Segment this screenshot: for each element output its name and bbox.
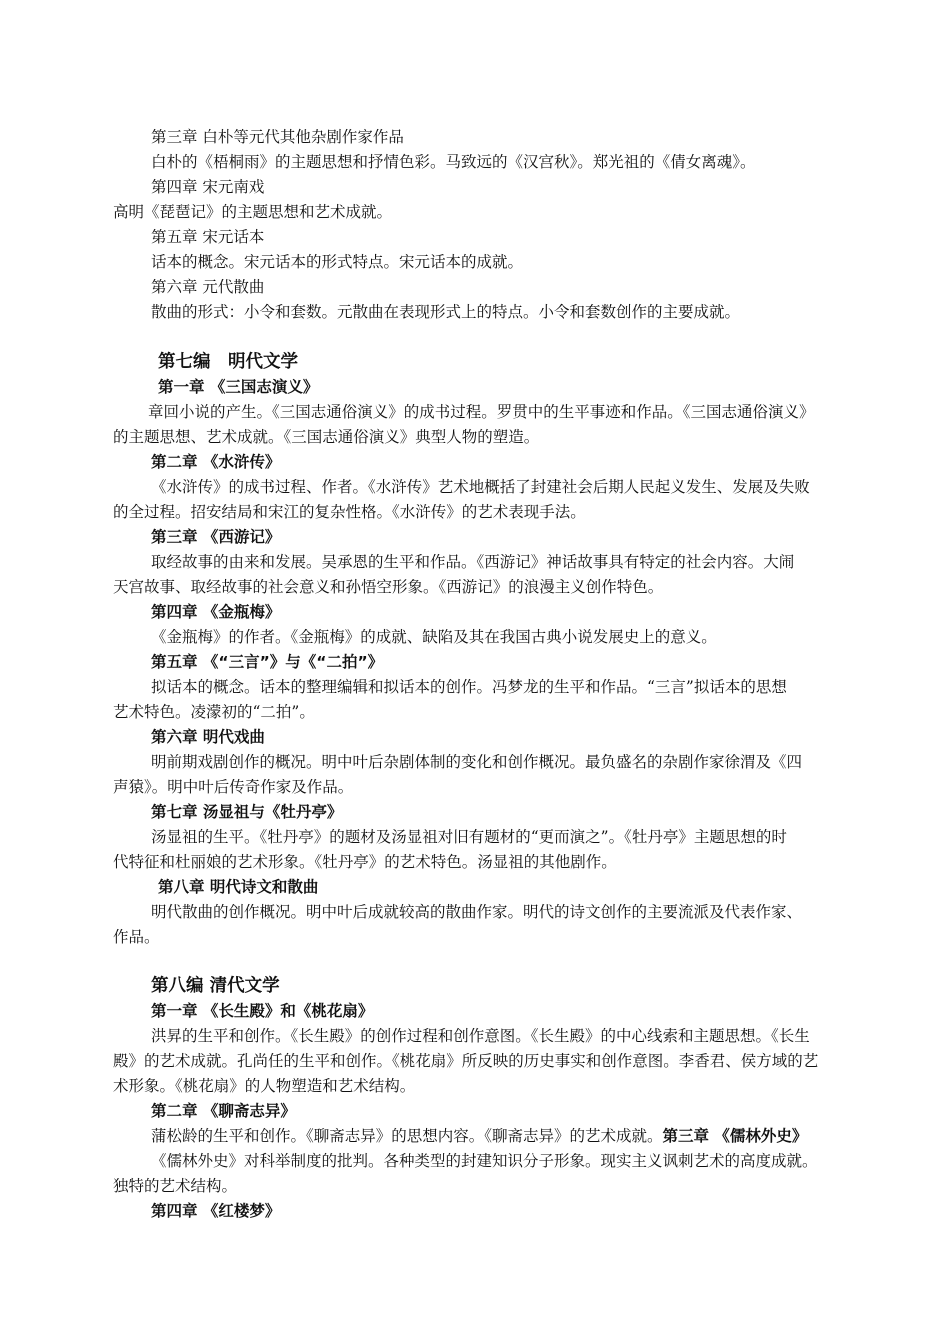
- part-heading: 第七编 明代文学: [158, 352, 298, 372]
- chapter-text: 《金瓶梅》的作者。《金瓶梅》的成就、缺陷及其在我国古典小说发展史上的意义。: [151, 628, 717, 646]
- chapter-heading: 第一章 《长生殿》和《桃花扇》: [151, 1002, 374, 1020]
- chapter-text: 明代散曲的创作概况。明中叶后成就较高的散曲作家。明代的诗文创作的主要流派及代表作家、: [151, 903, 803, 921]
- chapter-text: 拟话本的概念。话本的整理编辑和拟话本的创作。冯梦龙的生平和作品。“三言”拟话本的思想: [151, 678, 787, 696]
- chapter-heading: 第三章 《西游记》: [151, 528, 281, 546]
- chapter-text: 高明《琵琶记》的主题思想和艺术成就。: [113, 203, 393, 221]
- chapter-text: 明前期戏剧创作的概况。明中叶后杂剧体制的变化和创作概况。最负盛名的杂剧作家徐渭及《四: [151, 753, 803, 771]
- chapter-text: 声猿》。明中叶后传奇作家及作品。: [113, 778, 354, 796]
- chapter-text: 术形象。《桃花扇》的人物塑造和艺术结构。: [113, 1077, 416, 1095]
- chapter-text: 白朴的《梧桐雨》的主题思想和抒情色彩。马致远的《汉宫秋》。郑光祖的《倩女离魂》。: [151, 153, 756, 171]
- chapter-heading: 第四章 《金瓶梅》: [151, 603, 281, 621]
- chapter-text: [151, 1126, 841, 1146]
- chapter-text-inline: 蒲松龄的生平和创作。《聊斋志异》的思想内容。《聊斋志异》的艺术成就。: [151, 1127, 663, 1145]
- chapter-text: 作品。: [113, 928, 160, 946]
- chapter-text: 的全过程。招安结局和宋江的复杂性格。《水浒传》的艺术表现手法。: [113, 503, 586, 521]
- chapter-heading-inline: 第三章 《儒林外史》: [662, 1127, 808, 1145]
- chapter-heading: 第六章 元代散曲: [151, 278, 265, 296]
- chapter-heading: 第一章 《三国志演义》: [158, 378, 319, 396]
- chapter-text: 汤显祖的生平。《牡丹亭》的题材及汤显祖对旧有题材的“更而演之”。《牡丹亭》主题思想的时: [151, 828, 787, 846]
- chapter-text: 章回小说的产生。《三国志通俗演义》的成书过程。罗贯中的生平事迹和作品。《三国志通俗演义》: [148, 403, 815, 421]
- chapter-heading: 第七章 汤显祖与《牡丹亭》: [151, 803, 343, 821]
- chapter-heading: 第六章 明代戏曲: [151, 728, 265, 746]
- chapter-text: 散曲的形式：小令和套数。元散曲在表现形式上的特点。小令和套数创作的主要成就。: [151, 303, 741, 321]
- chapter-heading: 第四章 《红楼梦》: [151, 1202, 281, 1220]
- chapter-text: 话本的概念。宋元话本的形式特点。宋元话本的成就。: [151, 253, 524, 271]
- chapter-text: 独特的艺术结构。: [113, 1177, 238, 1195]
- chapter-heading: 第四章 宋元南戏: [151, 178, 265, 196]
- chapter-text: 《水浒传》的成书过程、作者。《水浒传》艺术地概括了封建社会后期人民起义发生、发展及失败: [151, 478, 810, 496]
- chapter-text: 天宫故事、取经故事的社会意义和孙悟空形象。《西游记》的浪漫主义创作特色。: [113, 578, 664, 596]
- chapter-heading: 第二章 《水浒传》: [151, 453, 281, 471]
- chapter-text: 的主题思想、艺术成就。《三国志通俗演义》典型人物的塑造。: [113, 428, 540, 446]
- chapter-text: 艺术特色。凌濛初的“二拍”。: [113, 703, 315, 721]
- chapter-text: 殿》的艺术成就。孔尚任的生平和创作。《桃花扇》所反映的历史事实和创作意图。李香君、侯方域的艺: [113, 1052, 819, 1070]
- chapter-text: 《儒林外史》对科举制度的批判。各种类型的封建知识分子形象。现实主义讽刺艺术的高度成就。: [151, 1152, 818, 1170]
- chapter-heading: 第八章 明代诗文和散曲: [158, 878, 319, 896]
- chapter-heading: 第五章 宋元话本: [151, 228, 265, 246]
- chapter-heading: 第三章 白朴等元代其他杂剧作家作品: [151, 128, 404, 146]
- chapter-heading: 第二章 《聊斋志异》: [151, 1102, 296, 1120]
- chapter-heading: 第五章 《“三言”》与《“二拍”》: [151, 653, 384, 671]
- chapter-text: 取经故事的由来和发展。吴承恩的生平和作品。《西游记》神话故事具有特定的社会内容。大闹: [151, 553, 795, 571]
- chapter-text: 洪昇的生平和创作。《长生殿》的创作过程和创作意图。《长生殿》的中心线索和主题思想。《长生: [151, 1027, 810, 1045]
- part-heading: 第八编 清代文学: [151, 976, 280, 996]
- chapter-text: 代特征和杜丽娘的艺术形象。《牡丹亭》的艺术特色。汤显祖的其他剧作。: [113, 853, 617, 871]
